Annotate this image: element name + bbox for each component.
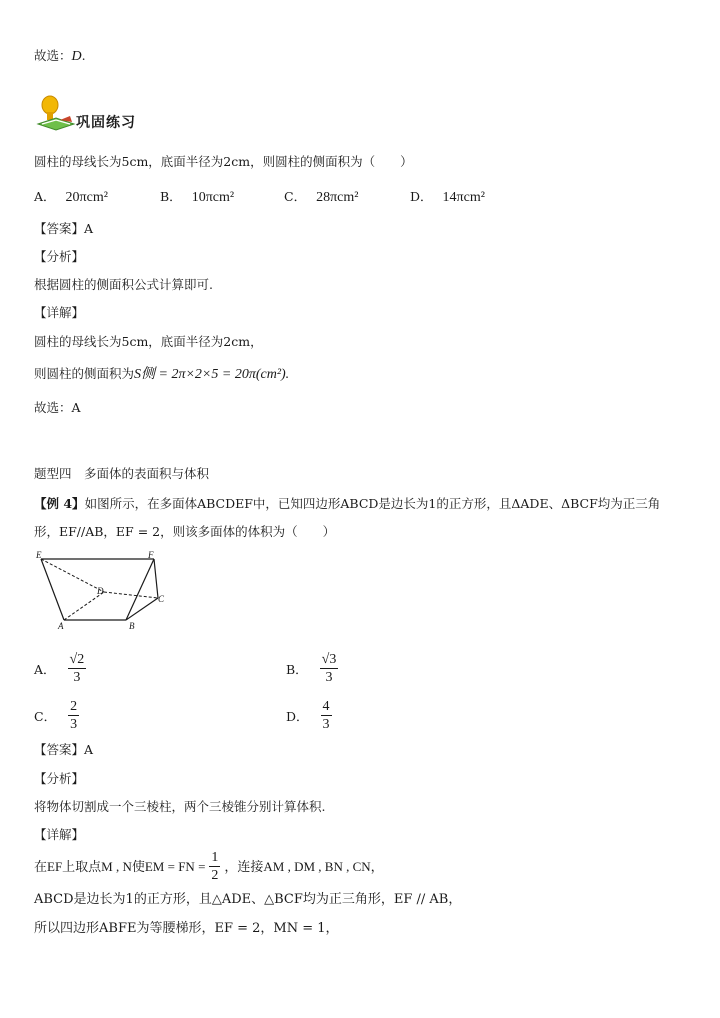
example-tag: 【例 4】 xyxy=(34,496,85,511)
vertex-label-f: F xyxy=(148,550,154,560)
answer-value: D xyxy=(71,49,82,64)
topic-title: 题型四 多面体的表面积与体积 xyxy=(34,466,210,481)
fraction-numerator: 4 xyxy=(321,699,332,716)
ex4-detail-tag: 【详解】 xyxy=(34,827,85,842)
option-value: 10πcm² xyxy=(191,190,235,205)
q1-option-b xyxy=(160,187,234,206)
fraction-numerator: 2 xyxy=(68,699,79,716)
q1-option-c xyxy=(284,187,358,206)
ex4-option-d xyxy=(286,699,332,733)
fraction-denominator: 3 xyxy=(322,717,330,733)
q1-conclusion: 故选：A xyxy=(34,400,81,415)
option-value: 20πcm² xyxy=(65,190,108,205)
option-fraction xyxy=(68,652,87,686)
fraction-denominator: 2 xyxy=(211,868,219,884)
fraction-denominator: 3 xyxy=(70,717,78,733)
previous-answer xyxy=(34,48,86,66)
detail-text: 在EF上取点M , N使EM = FN = xyxy=(34,859,206,875)
edge-ed xyxy=(41,559,104,592)
ex4-detail-1 xyxy=(34,850,384,884)
fraction-numerator: √3 xyxy=(320,652,339,669)
q1-analysis-tag: 【分析】 xyxy=(34,249,85,264)
ex4-detail-3: 所以四边形ABFE为等腰梯形，EF = 2，MN = 1， xyxy=(34,921,339,936)
ex4-detail-2: ABCD是边长为1的正方形，且△ADE、△BCF均为正三角形，EF // AB， xyxy=(34,892,462,907)
answer-prefix: 故选： xyxy=(34,48,72,63)
q1-detail-tag: 【详解】 xyxy=(34,305,85,320)
option-fraction xyxy=(321,699,332,733)
q1-answer-tag: 【答案】A xyxy=(34,221,94,236)
option-value: 28πcm² xyxy=(316,190,359,205)
fraction-numerator: 1 xyxy=(209,850,220,867)
vertex-label-d: D xyxy=(97,586,104,596)
vertex-label-a: A xyxy=(58,621,64,631)
option-label: D． xyxy=(286,708,309,724)
option-label: C． xyxy=(284,189,307,204)
fraction-denominator: 3 xyxy=(325,670,333,686)
edge-dc xyxy=(104,592,158,598)
q1-option-a xyxy=(34,187,108,206)
ex4-option-a xyxy=(34,652,86,686)
option-label: A． xyxy=(34,661,56,677)
detail-text: ，连接AM , DM , BN , CN， xyxy=(224,859,384,875)
q1-stem: 圆柱的母线长为5cm，底面半径为2cm，则圆柱的侧面积为（ ） xyxy=(34,154,413,169)
option-fraction xyxy=(320,652,339,686)
answer-end: . xyxy=(81,48,86,63)
edge-ea xyxy=(41,559,64,620)
half-fraction xyxy=(209,850,220,884)
option-label: B． xyxy=(160,189,182,204)
edge-fc xyxy=(154,559,158,598)
ex4-stem-line-1 xyxy=(34,496,660,511)
stem-text: 如图所示，在多面体ABCDEF中，已知四边形ABCD是边长为1的正方形，且ΔADE、ΔBCF均为正三角 xyxy=(84,496,661,511)
q1-option-d xyxy=(410,187,485,206)
ex4-option-b xyxy=(286,652,338,686)
polyhedron-figure xyxy=(34,550,174,632)
ex4-analysis: 将物体切割成一个三棱柱，两个三棱锥分别计算体积. xyxy=(34,799,326,814)
q1-detail-2 xyxy=(34,366,289,384)
q1-detail-1: 圆柱的母线长为5cm，底面半径为2cm， xyxy=(34,334,263,349)
option-label: B． xyxy=(286,661,308,677)
ex4-answer-tag: 【答案】A xyxy=(34,742,94,757)
ex4-option-c xyxy=(34,699,79,733)
vertex-label-c: C xyxy=(158,594,165,604)
book-lamp-icon xyxy=(36,94,76,134)
option-fraction xyxy=(68,699,79,733)
detail-prefix: 则圆柱的侧面积为 xyxy=(34,366,135,381)
ex4-analysis-tag: 【分析】 xyxy=(34,771,85,786)
section-title: 巩固练习 xyxy=(76,115,136,131)
edge-ad xyxy=(64,592,104,620)
option-label: A． xyxy=(34,189,56,204)
option-value: 14πcm² xyxy=(442,190,485,205)
ex4-stem-line-2: 形，EF//AB，EF = 2，则该多面体的体积为（ ） xyxy=(34,524,336,539)
vertex-label-e: E xyxy=(36,550,42,560)
vertex-label-b: B xyxy=(129,621,135,631)
q1-analysis: 根据圆柱的侧面积公式计算即可. xyxy=(34,277,213,292)
lateral-area-formula: S侧 = 2π×2×5 = 20π(cm²). xyxy=(134,367,290,382)
fraction-denominator: 3 xyxy=(73,670,81,686)
option-label: C． xyxy=(34,708,57,724)
fraction-numerator: √2 xyxy=(68,652,87,669)
option-label: D． xyxy=(410,189,433,204)
